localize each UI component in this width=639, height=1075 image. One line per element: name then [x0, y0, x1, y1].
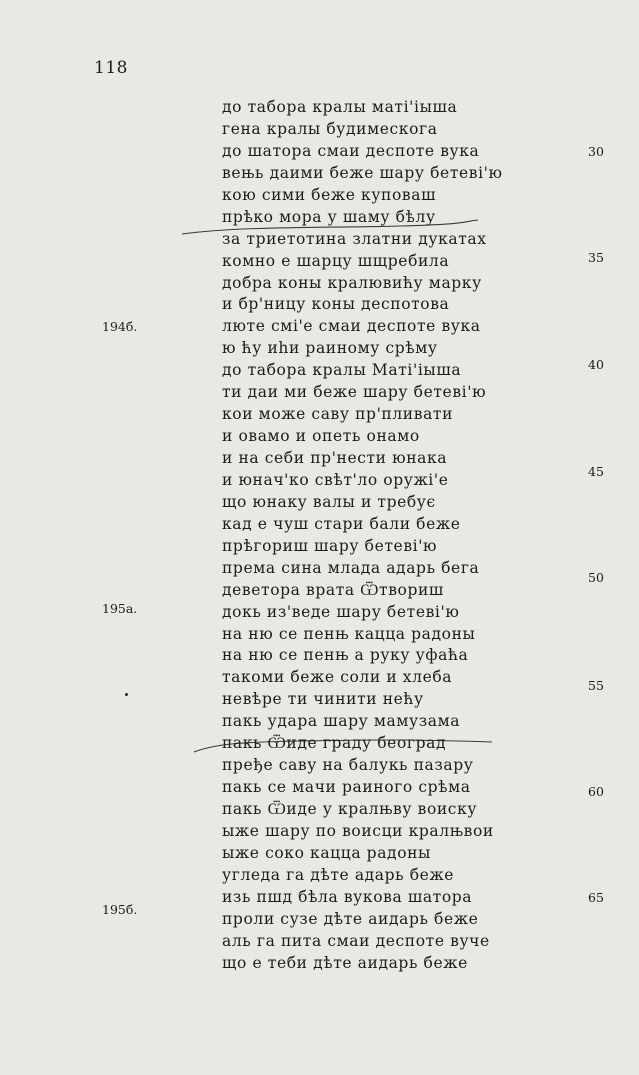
- folio-mark: 194б.: [102, 319, 138, 334]
- verse-line: вењь даими беже шару бетеві'ю: [222, 163, 503, 182]
- verse-line: деветора врата Ѿтвориш: [222, 580, 444, 599]
- verse-line: и овамо и опеть онамо: [222, 427, 420, 446]
- verse-line: и юнач'ко свѣт'ло оружі'е: [222, 470, 449, 489]
- verse-line: за триетотина златни дукатах: [222, 229, 487, 248]
- verse-line: що юнаку валы и требує: [222, 492, 436, 511]
- folio-mark: 195б.: [102, 902, 138, 917]
- verse-line: на ню се пенњ а руку уфаћа: [222, 646, 469, 665]
- verse-line: углeда га дѣте адарь беже: [222, 865, 455, 884]
- line-number: 45: [588, 464, 604, 479]
- verse-line: пређе саву на балукь пазару: [222, 756, 474, 775]
- folio-mark: 195а.: [102, 601, 138, 616]
- verse-line: пакь Ѿиде у кралњву воиску: [222, 800, 478, 818]
- verse-line: изь пшд бѣла вукова шатора: [222, 887, 473, 906]
- line-number: 60: [588, 784, 604, 799]
- verse-line: комно е шарцу шщребила: [222, 251, 450, 270]
- line-number: 50: [588, 570, 604, 585]
- verse-line: такоми беже соли и хлеба: [222, 668, 453, 687]
- verse-line: до шатора смаи деспоте вука: [222, 141, 480, 160]
- verse-line: пакь Ѿиде граду београд: [222, 734, 447, 753]
- line-number: 40: [588, 357, 604, 372]
- verse-line: проли сузе дѣте аидарь беже: [222, 909, 479, 928]
- poem-verses: [222, 97, 522, 975]
- verse-line: невѣре ти чинити нећу: [222, 690, 424, 709]
- verse-line: ю ћу иһи раиному срѣму: [222, 339, 438, 358]
- verse-line: и бр'ницу коны деспотова: [222, 295, 450, 314]
- verse-line: ыже шару по воисци кралњвои: [222, 821, 494, 840]
- line-number: 30: [588, 144, 604, 159]
- ink-dot: [125, 693, 128, 696]
- verse-line: прѣко мора у шаму бѣлу: [222, 207, 436, 226]
- verse-line: добра коны кралювићу марку: [222, 273, 482, 292]
- verse-line: ыже соко кацца радоны: [222, 843, 431, 862]
- line-number: 65: [588, 890, 604, 905]
- verse-line: и на себи пр'нести юнака: [222, 449, 448, 467]
- verse-line: до табора кралы маті'іыша: [222, 98, 458, 116]
- verse-line: люте смі'е смаи деспоте вука: [222, 317, 481, 336]
- verse-line: гена кралы будимескога: [222, 119, 438, 138]
- page-number: 118: [94, 58, 128, 78]
- verse-line: до табора кралы Маті'іыша: [222, 361, 462, 380]
- verse-line: кад е чуш стари бали беже: [222, 514, 461, 533]
- verse-line: према сина млада адарь бега: [222, 558, 480, 577]
- verse-line: прѣгориш шару бетеві'ю: [222, 536, 438, 555]
- verse-line: що е теби дѣте аидарь беже: [222, 953, 468, 972]
- verse-line: пакь се мачи раиного срѣма: [222, 778, 471, 797]
- verse-line: на ню се пенњ кацца радоны: [222, 624, 476, 643]
- verse-line: аль га пита смаи деспоте вуче: [222, 931, 490, 950]
- line-number: 35: [588, 250, 604, 265]
- verse-line: ти даи ми беже шару бетеві'ю: [222, 383, 487, 402]
- verse-line: кою сими беже куповаш: [222, 185, 437, 204]
- verse-line: пакь удара шару мамузама: [222, 712, 461, 731]
- verse-line: кои може саву пр'пливати: [222, 405, 454, 424]
- verse-line: докь из'веде шару бетеві'ю: [222, 602, 460, 621]
- line-number: 55: [588, 678, 604, 693]
